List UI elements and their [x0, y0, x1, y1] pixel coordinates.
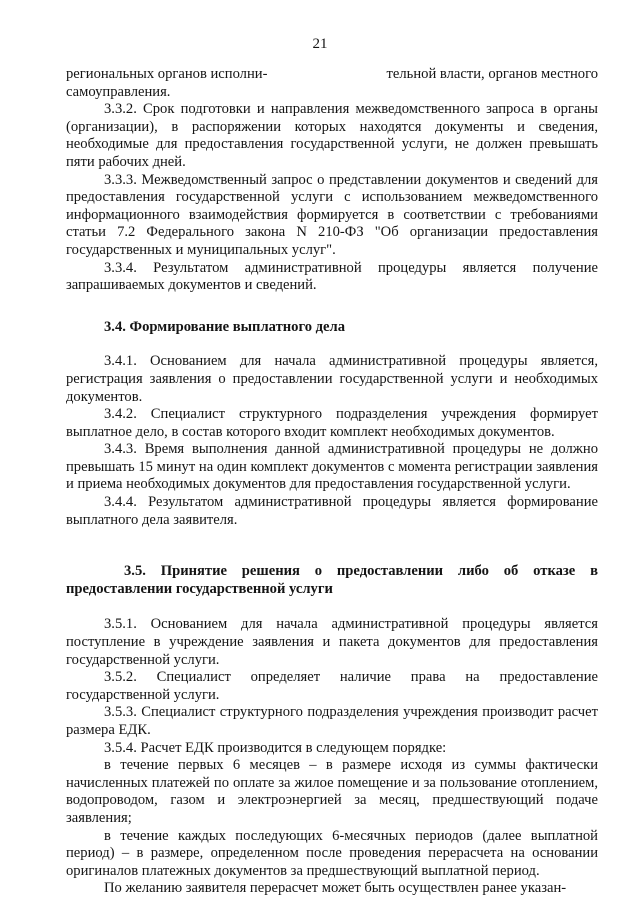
fragment-end: самоуправления.: [66, 83, 171, 100]
document-body: [66, 66, 598, 898]
paragraph-3-5-2: 3.5.2. Специалист определяет наличие права на предоставление государственной услуги.: [66, 669, 598, 703]
paragraph-3-3-4: 3.3.4. Результатом административной процедуры является получение запрашиваемых документов и сведений.: [66, 259, 598, 294]
section-heading-3-4: 3.4. Формирование выплатного дела: [104, 318, 346, 335]
paragraph-3-3-2: 3.3.2. Срок подготовки и направления межведомственного запроса в органы (организации), в распоряжении которых находятся документы и сведения, необходимые для предоставления государственной услуги, не должен превышать пяти рабочих дней.: [66, 101, 598, 170]
fragment-left: региональных органов исполни-: [66, 66, 268, 82]
paragraph-first-6-months: в течение первых 6 месяцев – в размере исходя из суммы фактически начисленных платежей по оплате за жилое помещение и за пользование отоплением, водопроводом, газом и электроэнергией за месяц, предшествующий подаче заявления;: [66, 757, 598, 826]
paragraph-3-4-4: 3.4.4. Результатом административной процедуры является формирование выплатного дела заявителя.: [66, 494, 598, 528]
paragraph-subsequent-periods: в течение каждых последующих 6-месячных периодов (далее выплатной период) – в размере, определенном после проведения перерасчета на основании оригиналов платежных документов за предшествующий выплатной период.: [66, 827, 598, 879]
paragraph-recalculation: По желанию заявителя перерасчет может быть осуществлен ранее указан-: [104, 880, 567, 897]
paragraph-3-5-4: 3.5.4. Расчет ЕДК производится в следующем порядке:: [104, 739, 447, 756]
paragraph-3-5-1: 3.5.1. Основанием для начала административной процедуры является поступление в учреждение заявления и пакета документов для предоставления государственной услуги.: [66, 616, 598, 668]
fragment-line: [66, 66, 598, 84]
paragraph-3-4-3: 3.4.3. Время выполнения данной административной процедуры не должно превышать 15 минут на один комплект документов с момента регистрации заявления и приема необходимых документов для предоставления государственной услуги.: [66, 441, 598, 493]
fragment-right: тельной власти, органов местного: [386, 66, 598, 82]
section-heading-3-5: 3.5. Принятие решения о предоставлении либо об отказе в предоставлении государственной услуги: [66, 563, 598, 597]
paragraph-3-4-1: 3.4.1. Основанием для начала административной процедуры является, регистрация заявления о предоставлении государственной услуги и необходимых документов.: [66, 353, 598, 405]
paragraph-3-5-3: 3.5.3. Специалист структурного подразделения учреждения производит расчет размера ЕДК.: [66, 704, 598, 738]
paragraph-3-4-2: 3.4.2. Специалист структурного подразделения учреждения формирует выплатное дело, в состав которого входит комплект необходимых документов.: [66, 406, 598, 440]
page-number: 21: [312, 36, 328, 52]
paragraph-3-3-3: 3.3.3. Межведомственный запрос о представлении документов и сведений для предоставления государственной услуги с использованием межведомственного информационного взаимодействия формируется в соответствии с требованиями статьи 7.2 Федерального закона N 210-ФЗ "Об организации предоставления государственных и муниципальных услуг".: [66, 171, 598, 258]
